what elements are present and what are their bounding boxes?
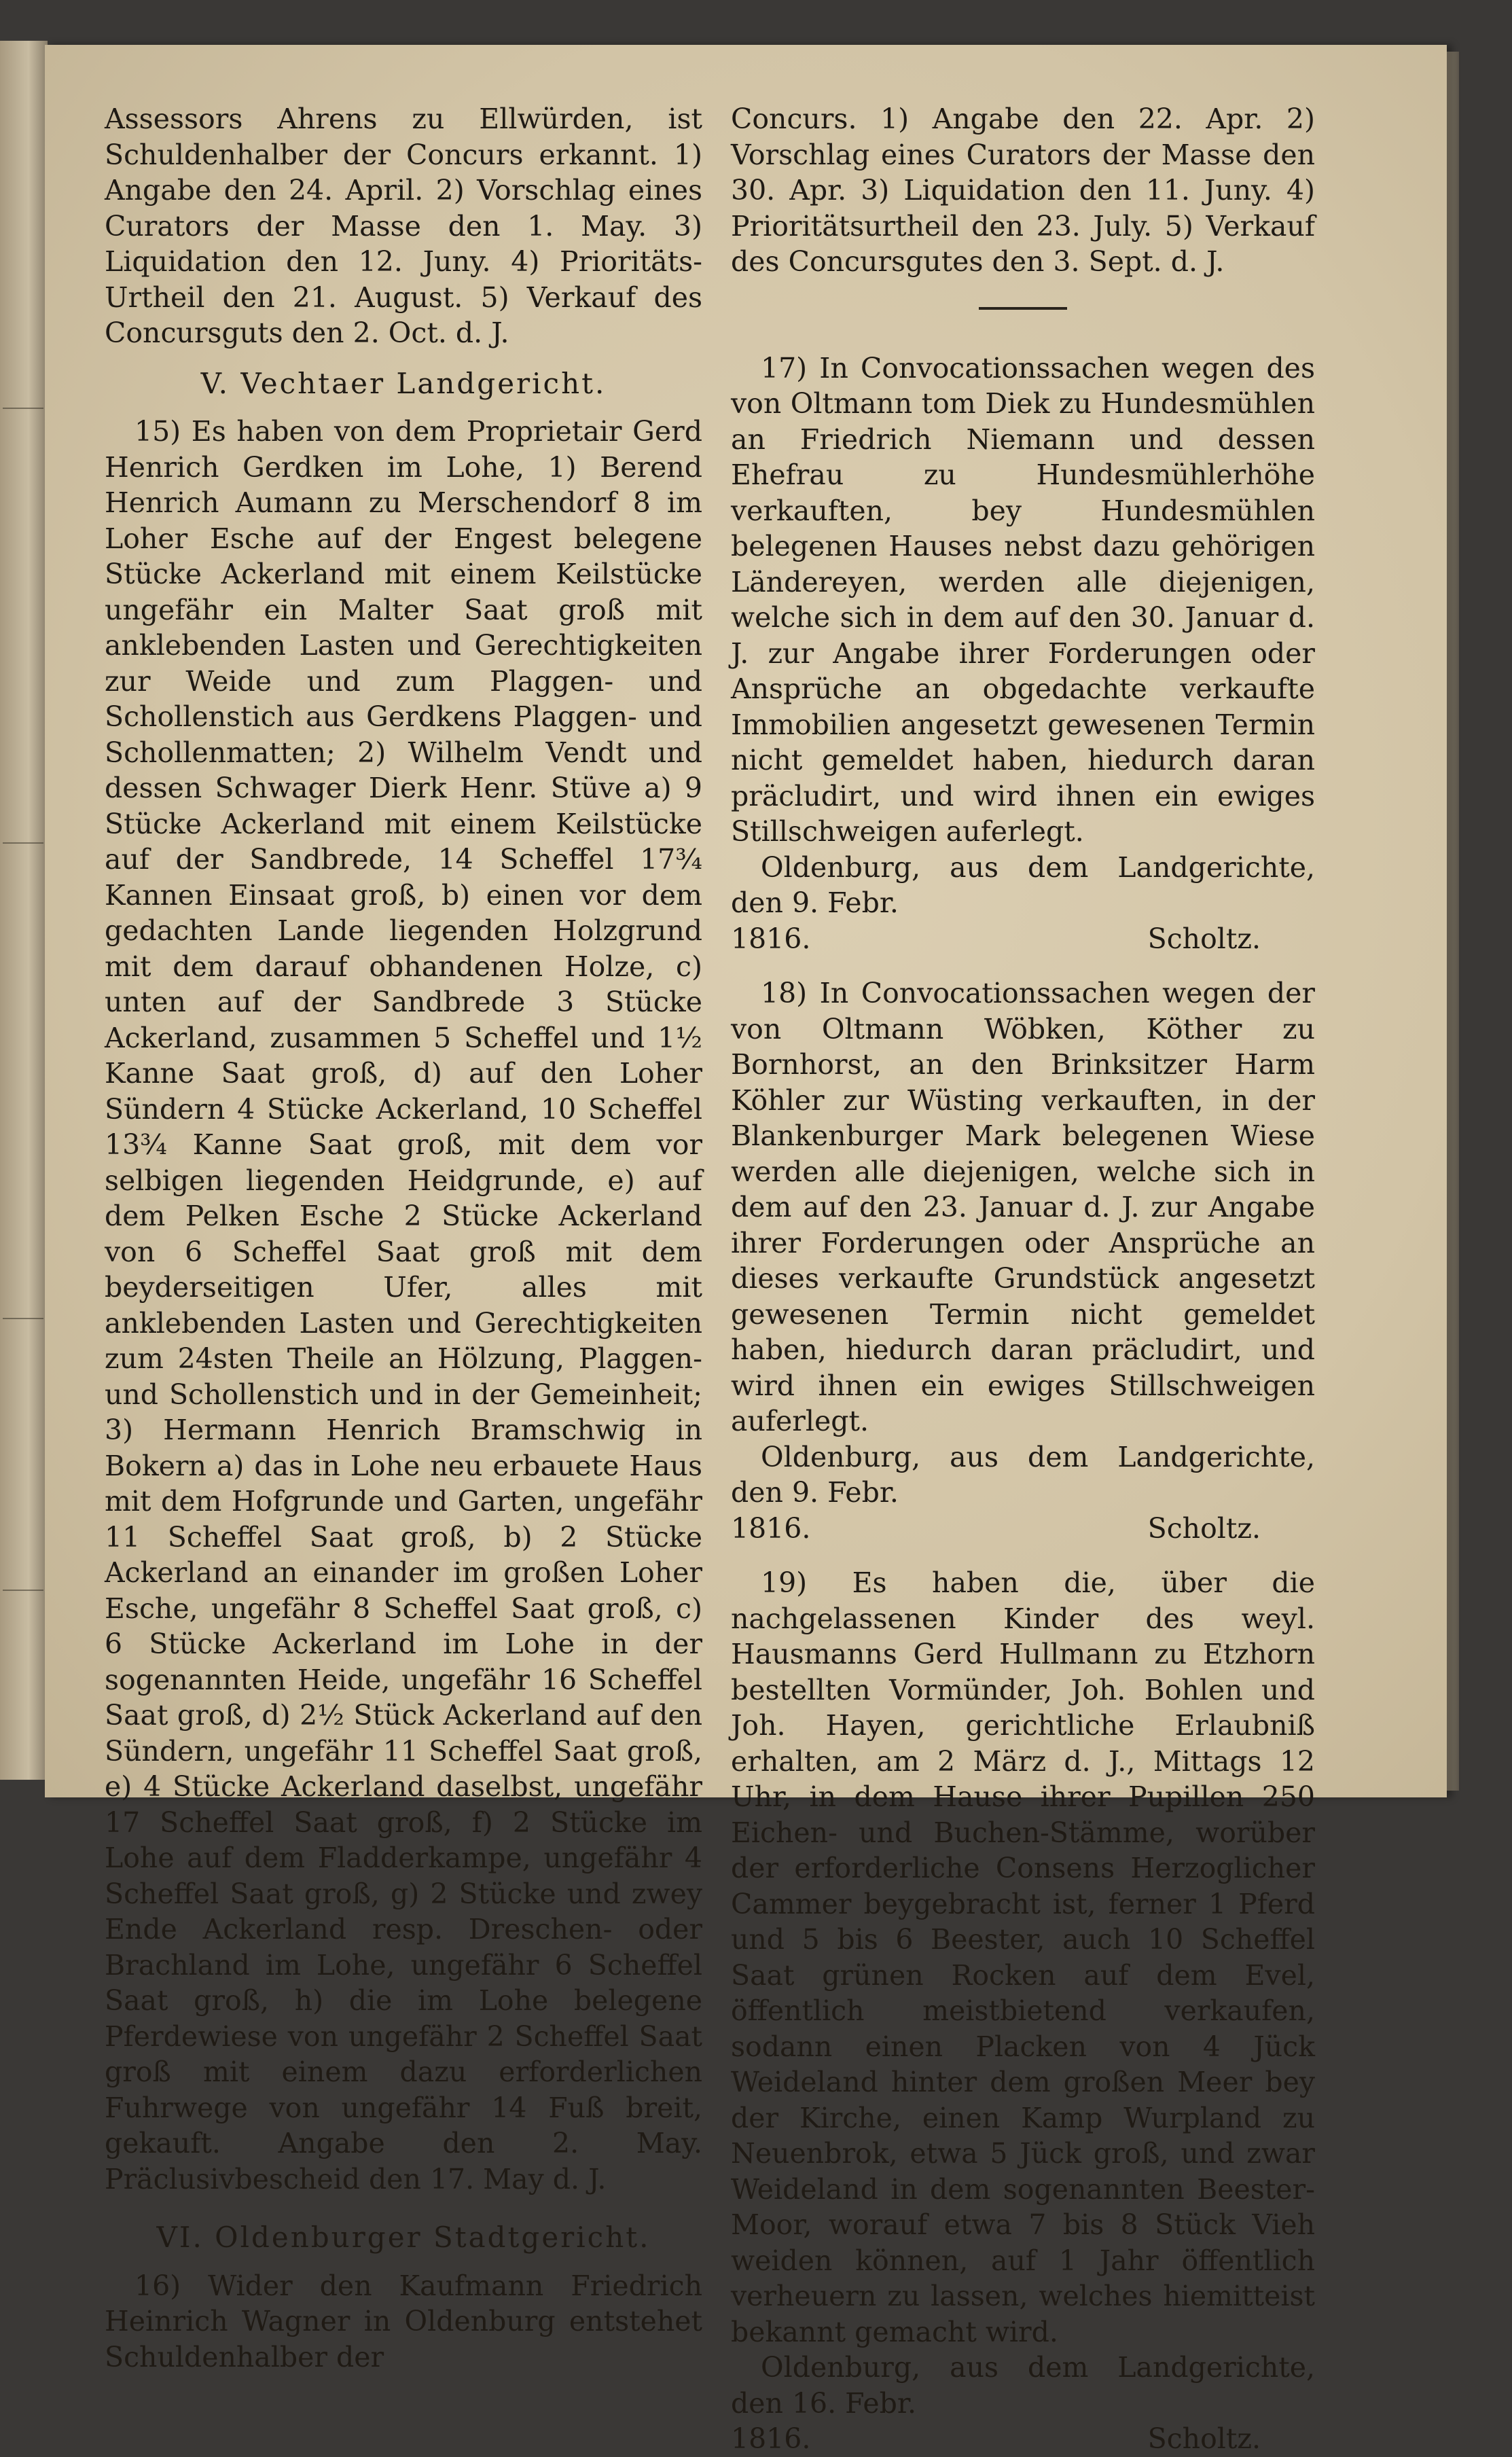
paragraph-18: 18) In Convocationssachen wegen der von Oltmann Wöbken, Köther zu Bornhorst, an den Brinksitzer Harm Köhler zur Wüsting verkauften, in der Blankenburger Mark belegenen Wiese werden alle diejenigen, welche sich in dem auf den 23. Januar d. J. zur Angabe ihrer Forderungen oder Ansprüche an dieses verkaufte Grundstück angesetzt gewesenen Termin nicht gemeldet haben, hiedurch daran präcludirt, und wird ihnen ein ewiges Stillschweigen auferlegt. — [731, 977, 1315, 1437]
heading-vechtaer-landgericht: V. Vechtaer Landgericht. — [200, 366, 607, 400]
paragraph-15: 15) Es haben von dem Proprietair Gerd Henrich Gerdken im Lohe, 1) Berend Henrich Aumann zu Merschendorf 8 im Loher Esche auf der Engest belegene Stücke Ackerland mit einem Keilstücke ungefähr ein Malter Saat groß mit anklebenden Lasten und Gerechtigkeiten zur Weide und zum Plaggen- und Schollenstich aus Gerdkens Plaggen- und Schollenmatten; 2) Wilhelm Vendt und dessen Schwager Dierk Henr. Stüve a) 9 Stücke Ackerland mit einem Keilstücke auf der Sandbrede, 14 Scheffel 17¾ Kannen Einsaat groß, b) einen vor dem gedachten Lande liegenden Holzgrund mit dem darauf obhandenen Holze, c) unten auf der Sandbrede 3 Stücke Ackerland, zusammen 5 Scheffel und 1½ Kanne Saat groß, d) auf den Loher Sündern 4 Stücke Ackerland, 10 Scheffel 13¾ Kanne Saat groß, mit dem vor selbigen liegenden Heidgrunde, e) auf dem Pelken Esche 2 Stücke Ackerland von 6 Scheffel Saat groß mit dem beyderseitigen Ufer, alles mit anklebenden Lasten und Gerechtigkeiten zum 24sten Theile an Hölzung, Plaggen- und Schollenstich und in der Gemeinheit; 3) Hermann Henrich Bramschwig in Bokern a) das in Lohe neu erbauete Haus mit dem Hofgrunde und Garten, ungefähr 11 Scheffel Saat groß, b) 2 Stücke Ackerland an einander im großen Loher Esche, ungefähr 8 Scheffel Saat groß, c) 6 Stücke Ackerland im Lohe in der sogenannten Heide, ungefähr 16 Scheffel Saat groß, d) 2½ Stück Ackerland auf den Sündern, ungefähr 11 Scheffel Saat groß, e) 4 Stücke Ackerland daselbst, ungefähr 17 Scheffel Saat groß, f) 2 Stücke im Lohe auf dem Fladderkampe, ungefähr 4 Scheffel Saat groß, g) 2 Stücke und zwey Ende Ackerland resp. Dreschen- oder Brachland im Lohe, ungefähr 6 Scheffel Saat groß, h) die im Lohe belegene Pferdewiese von ungefähr 2 Scheffel Saat groß mit einem dazu erforderlichen Fuhrwege von ungefähr 14 Fuß breit, gekauft. Angabe den 2. May. Präclusivbescheid den 17. May d. J. — [105, 415, 702, 2195]
prev-page-text-line — [3, 1590, 43, 1591]
paragraph-18-footer — [731, 1511, 1315, 1547]
paragraph-17-place: Oldenburg, aus dem Landgerichte, den 9. Febr. — [731, 850, 1315, 919]
right-intro-text: Concurs. 1) Angabe den 22. Apr. 2) Vorschlag eines Curators der Masse den 30. Apr. 3) Liquidation den 11. Juny. 4) Prioritätsurtheil den 23. July. 5) Verkauf des Concursgutes den 3. Sept. d. J. — [731, 103, 1315, 278]
paragraph-18-place: Oldenburg, aus dem Landgerichte, den 9. Febr. — [731, 1440, 1315, 1509]
previous-page-edge — [0, 41, 48, 1780]
paragraph-19-signature: Scholtz. — [1147, 2422, 1261, 2455]
paragraph-19-place: Oldenburg, aus dem Landgerichte, den 16. Febr. — [731, 2351, 1315, 2420]
paragraph-19-footer — [731, 2421, 1315, 2457]
left-column — [105, 101, 702, 2375]
paragraph-19: 19) Es haben die, über die nachgelassenen Kinder des weyl. Hausmanns Gerd Hullmann zu Etzhorn bestellten Vormünder, Joh. Bohlen und Joh. Hayen, gerichtliche Erlaubniß erhalten, am 2 März d. J., Mittags 12 Uhr, in dem Hause ihrer Pupillen 250 Eichen- und Buchen-Stämme, worüber der erforderliche Consens Herzoglicher Cammer beygebracht ist, ferner 1 Pferd und 5 bis 6 Beester, auch 10 Scheffel Saat grünen Rocken auf dem Evel, öffentlich meistbietend verkaufen, sodann einen Placken von 4 Jück Weideland hinter dem großen Meer bey der Kirche, einen Kamp Wurpland zu Neuenbrok, etwa 5 Jück groß, und zwar Weideland in dem sogenannten Beester-Moor, worauf etwa 7 bis 8 Stück Vieh weiden können, auf 1 Jahr öffentlich verheuern zu lassen, welches hiemitteist bekannt gemacht wird. — [731, 1566, 1315, 2348]
page-edge-shadow — [1445, 52, 1459, 1791]
paragraph-19-year: 1816. — [731, 2422, 811, 2455]
right-column — [731, 101, 1315, 2457]
paragraph-17: 17) In Convocationssachen wegen des von Oltmann tom Diek zu Hundesmühlen an Friedrich Niemann und dessen Ehefrau zu Hundesmühlerhöhe verkauften, bey Hundesmühlen belegenen Hauses nebst dazu gehörigen Ländereyen, werden alle diejenigen, welche sich in dem auf den 30. Januar d. J. zur Angabe ihrer Forderungen oder Ansprüche an obgedachte verkaufte Immobilien angesetzt gewesenen Termin nicht gemeldet haben, hiedurch daran präcludirt, und wird ihnen ein ewiges Stillschweigen auferlegt. — [731, 351, 1315, 848]
paragraph-17-year: 1816. — [731, 922, 811, 955]
section-divider — [979, 307, 1067, 310]
spacer — [731, 1546, 1315, 1565]
spacer — [731, 956, 1315, 975]
prev-page-text-line — [3, 1318, 43, 1319]
paragraph-18-signature: Scholtz. — [1147, 1511, 1261, 1545]
paragraph-17-signature: Scholtz. — [1147, 922, 1261, 955]
prev-page-text-line — [3, 408, 43, 409]
paragraph-16: 16) Wider den Kaufmann Friedrich Heinrich Wagner in Oldenburg entstehet Schuldenhalber der — [105, 2269, 702, 2373]
document-page — [45, 45, 1447, 2455]
prev-page-text-line — [3, 842, 43, 844]
paragraph-18-year: 1816. — [731, 1511, 811, 1545]
paragraph-17-footer — [731, 921, 1315, 957]
left-intro-text: Assessors Ahrens zu Ellwürden, ist Schuldenhalber der Concurs erkannt. 1) Angabe den 24. April. 2) Vorschlag eines Curators der Masse den 1. May. 3) Liquidation den 12. Juny. 4) Prioritäts-Urtheil den 21. August. 5) Verkauf des Concursguts den 2. Oct. d. J. — [105, 103, 702, 349]
heading-oldenburger-stadtgericht: VI. Oldenburger Stadtgericht. — [156, 2221, 651, 2254]
